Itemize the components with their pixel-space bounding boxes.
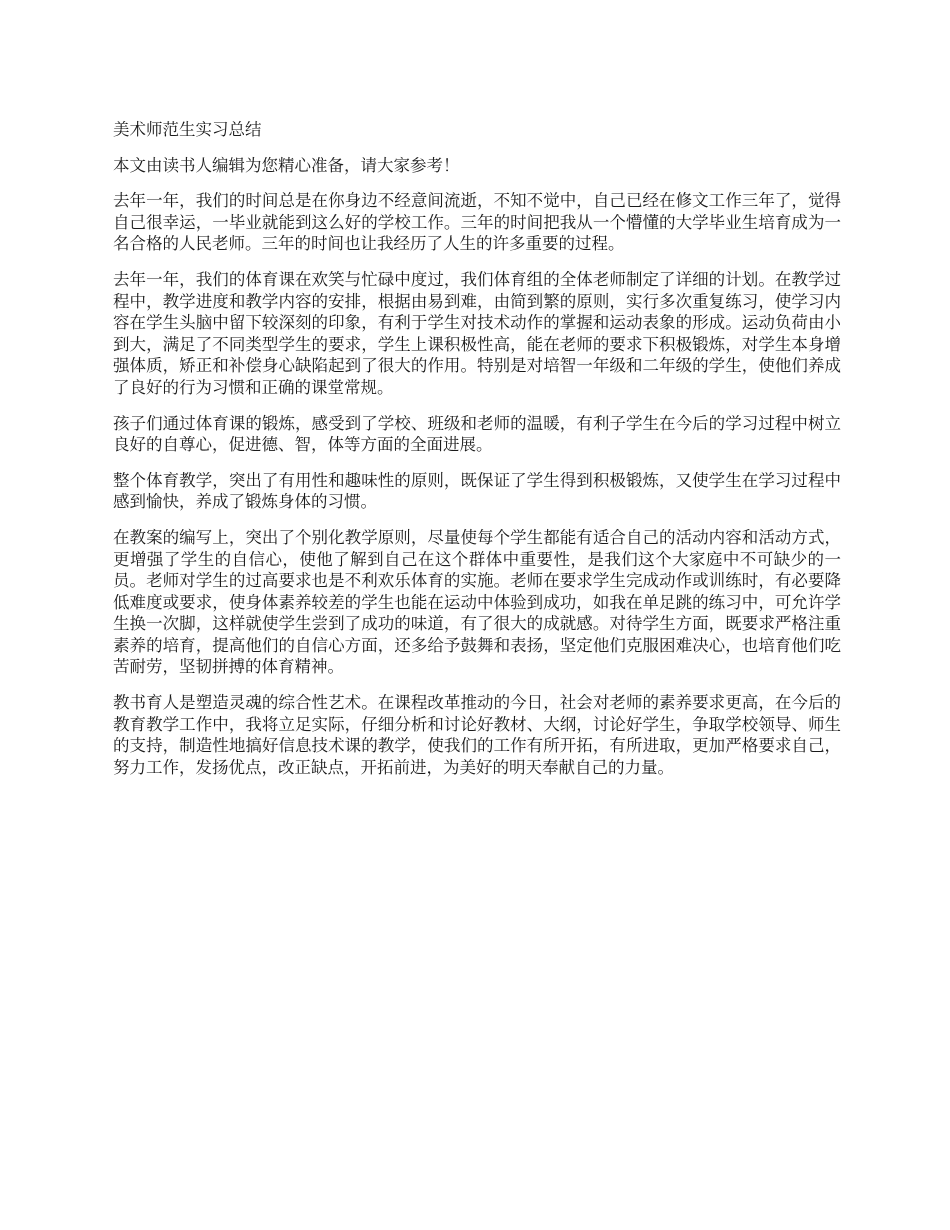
document-body (113, 119, 841, 792)
document-title: 美术师范生实习总结 (113, 120, 262, 139)
paragraph-3: 孩子们通过体育课的锻炼，感受到了学校、班级和老师的温暖，有利子学生在今后的学习过程中树立良好的自尊心，促进德、智，体等方面的全面进展。 (113, 413, 841, 455)
paragraph-2: 去年一年，我们的体育课在欢笑与忙碌中度过，我们体育组的全体老师制定了详细的计划。在教学过程中，教学进度和教学内容的安排，根据由易到难，由简到繁的原则，实行多次重复练习，使学习内容在学生头脑中留下较深刻的印象，有利于学生对技术动作的掌握和运动表象的形成。运动负荷由小到大，满足了不同类型学生的要求，学生上课积极性高，能在老师的要求下积极锻炼，对学生本身增强体质，矫正和补偿身心缺陷起到了很大的作用。特别是对培智一年级和二年级的学生，使他们养成了良好的行为习惯和正确的课堂常规。 (113, 269, 841, 397)
paragraph-5: 在教案的编写上，突出了个别化教学原则，尽量使每个学生都能有适合自己的活动内容和活动方式，更增强了学生的自信心，使他了解到自己在这个群体中重要性，是我们这个大家庭中不可缺少的一员。老师对学生的过高要求也是不利欢乐体育的实施。老师在要求学生完成动作或训练时，有必要降低难度或要求，使身体素养较差的学生也能在运动中体验到成功，如我在单足跳的练习中，可允许学生换一次脚，这样就使学生尝到了成功的味道，有了很大的成就感。对待学生方面，既要求严格注重素养的培育，提高他们的自信心方面，还多给予鼓舞和表扬，坚定他们克服困难决心，也培育他们吃苦耐劳，坚韧拼搏的体育精神。 (113, 527, 841, 677)
paragraph-1: 去年一年，我们的时间总是在你身边不经意间流逝，不知不觉中，自己已经在修文工作三年了，觉得自己很幸运，一毕业就能到这么好的学校工作。三年的时间把我从一个懵懂的大学毕业生培育成为一名合格的人民老师。三年的时间也让我经历了人生的许多重要的过程。 (113, 191, 841, 254)
paragraph-6: 教书育人是塑造灵魂的综合性艺术。在课程改革推动的今日，社会对老师的素养要求更高，在今后的教育教学工作中，我将立足实际，仔细分析和讨论好教材、大纲，讨论好学生，争取学校领导、师生的支持，制造性地搞好信息技术课的教学，使我们的工作有所开拓，有所进取，更加严格要求自己，努力工作，发扬优点，改正缺点，开拓前进，为美好的明天奉献自己的力量。 (113, 693, 841, 777)
paragraph-4: 整个体育教学，突出了有用性和趣味性的原则，既保证了学生得到积极锻炼，又使学生在学习过程中感到愉快，养成了锻炼身体的习惯。 (113, 470, 841, 512)
intro-paragraph: 本文由读书人编辑为您精心准备，请大家参考！ (113, 155, 460, 175)
